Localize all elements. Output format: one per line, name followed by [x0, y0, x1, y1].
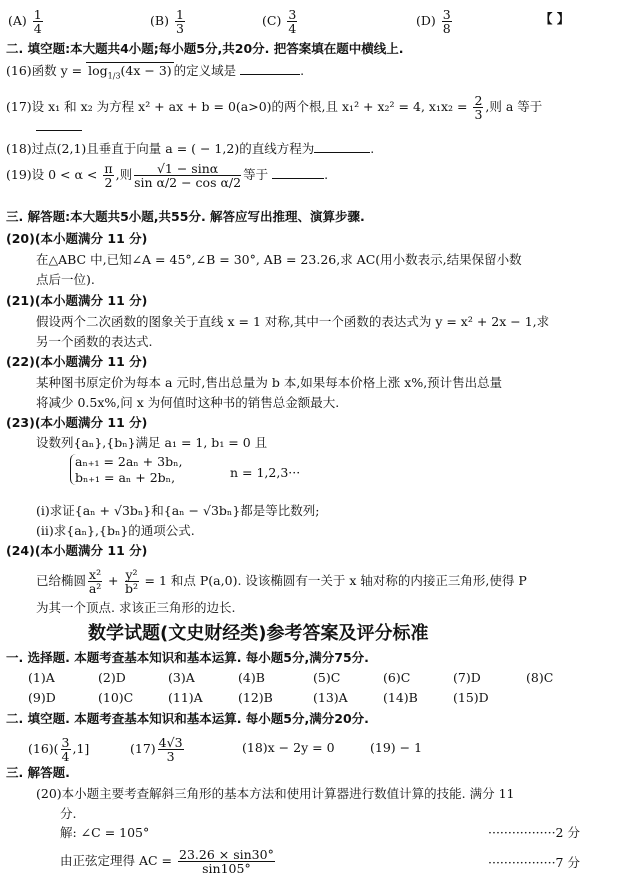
- answer-18: (18)x − 2y = 0: [242, 740, 335, 755]
- answer-17: (17) $\frac{4√3}{3}$: [130, 735, 183, 765]
- answer-14: (14)B: [383, 690, 418, 705]
- q15-a: (A) $\frac{1}{4}$: [8, 7, 42, 37]
- q23-line1: 设数列{aₙ},{bₙ}满足 a₁ = 1, b₁ = 0 且: [36, 435, 268, 450]
- q23-system: aₙ₊₁ = 2aₙ + 3bₙ, bₙ₊₁ = aₙ + 2bₙ,: [70, 454, 182, 485]
- answer-4: (4)B: [238, 670, 265, 685]
- q17-blank[interactable]: [36, 118, 82, 134]
- q18: (18)过点(2,1)且垂直于向量 a = ( − 1,2)的直线方程为 .: [6, 141, 375, 156]
- q22-heading: (22)(本小题满分 11 分): [6, 354, 148, 369]
- q23-part-ii: (ii)求{aₙ},{bₙ}的通项公式.: [36, 523, 195, 538]
- answer-10: (10)C: [98, 690, 134, 705]
- answers-section-1-header: 一. 选择题. 本题考查基本知识和基本运算. 每小题5分,满分75分.: [6, 650, 369, 665]
- answer-13: (13)A: [313, 690, 348, 705]
- q18-blank[interactable]: [314, 140, 370, 153]
- q16-radical: $\log_{1/3}(4x - 3)$: [88, 63, 172, 81]
- q15-d: (D) $\frac{3}{8}$: [416, 7, 451, 37]
- answer-20-score-1: ·················2 分: [488, 825, 580, 840]
- answer-8: (8)C: [526, 670, 554, 685]
- section-2-header: 二. 填空题:本大题共4小题;每小题5分,共20分. 把答案填在题中横线上.: [6, 41, 404, 56]
- q19: (19)设 0 < α < $\frac{\pi}{2}$ ,则 $\frac{√1 - \sin\alpha}{\text{sin α/2 − cos α/2}}$ 等于 .: [6, 161, 329, 191]
- q22-line1: 某种图书原定价为每本 a 元时,售出总量为 b 本,如果每本价格上涨 x%,预计售出总量: [36, 375, 503, 390]
- answers-title: 数学试题(文史财经类)参考答案及评分标准: [88, 623, 429, 644]
- answer-20-step-2: 由正弦定理得 AC = $\frac{23.26 \times \sin 30^\circ}{\sin 105^\circ}$: [60, 847, 274, 877]
- q20-heading: (20)(本小题满分 11 分): [6, 231, 148, 246]
- answer-15: (15)D: [453, 690, 489, 705]
- q21-heading: (21)(本小题满分 11 分): [6, 293, 148, 308]
- q15-options: [8, 8, 45, 35]
- answer-20-score-2: ·················7 分: [488, 855, 580, 870]
- answer-20-intro-2: 分.: [60, 806, 77, 821]
- q21-line2: 另一个函数的表达式.: [36, 334, 153, 349]
- q19-blank[interactable]: [272, 166, 324, 179]
- answer-5: (5)C: [313, 670, 341, 685]
- q23-heading: (23)(本小题满分 11 分): [6, 415, 148, 430]
- answer-3: (3)A: [168, 670, 195, 685]
- q20-line1: 在△ABC 中,已知∠A = 45°,∠B = 30°, AB = 23.26,求 AC(用小数表示,结果保留小数: [36, 252, 522, 267]
- answer-6: (6)C: [383, 670, 411, 685]
- answers-section-2-header: 二. 填空题. 本题考查基本知识和基本运算. 每小题5分,满分20分.: [6, 711, 369, 726]
- q20-line2: 点后一位).: [36, 272, 95, 287]
- q15-b: (B) $\frac{1}{3}$: [150, 7, 184, 37]
- q24-line2: 为其一个顶点. 求该正三角形的边长.: [36, 600, 236, 615]
- answer-9: (9)D: [28, 690, 56, 705]
- answer-1: (1)A: [28, 670, 55, 685]
- q23-part-i: (i)求证{aₙ + √3bₙ}和{aₙ − √3bₙ}都是等比数列;: [36, 503, 320, 518]
- answer-20-intro: (20)本小题主要考查解斜三角形的基本方法和使用计算器进行数值计算的技能. 满分 11: [36, 786, 515, 801]
- answer-11: (11)A: [168, 690, 203, 705]
- q23-n-range: n = 1,2,3···: [230, 465, 301, 480]
- answer-16: (16)( $\frac{3}{4}$ ,1]: [28, 735, 90, 765]
- q15-c: (C) $\frac{3}{4}$: [262, 7, 297, 37]
- section-3-header: 三. 解答题:本大题共5小题,共55分. 解答应写出推理、演算步骤.: [6, 209, 365, 224]
- answer-12: (12)B: [238, 690, 273, 705]
- q21-line1: 假设两个二次函数的图象关于直线 x = 1 对称,其中一个函数的表达式为 y = x² + 2x − 1,求: [36, 314, 550, 329]
- q17: (17)设 x₁ 和 x₂ 为方程 x² + ax + b = 0(a>0)的两个根,且 x₁² + x₂² = 4, x₁x₂ = $\frac{2}{3}$ ,则 a 等于: [6, 93, 543, 123]
- answer-19: (19) − 1: [370, 740, 423, 755]
- answers-section-3-header: 三. 解答题.: [6, 765, 70, 780]
- q24-line1: 已给椭圆 $\frac{\text{x²}}{\text{a²}}$ + $\frac{\text{y²}}{\text{b²}}$ = 1 和点 P(a,0). 设该椭圆有一关于 x 轴对称的内接正三角形,使得 P: [36, 567, 527, 597]
- q16-blank[interactable]: [240, 62, 300, 75]
- q24-heading: (24)(本小题满分 11 分): [6, 543, 148, 558]
- q16: (16)函数 $y = \log_{1/3}(4x - 3)$ 的定义域是 .: [6, 63, 305, 81]
- answer-2: (2)D: [98, 670, 126, 685]
- answer-20-step-1: 解: ∠C = 105°: [60, 825, 150, 840]
- q15-answer-bracket: 【 】: [540, 11, 570, 26]
- q22-line2: 将减少 0.5x%,问 x 为何值时这种书的销售总金额最大.: [36, 395, 340, 410]
- answer-7: (7)D: [453, 670, 481, 685]
